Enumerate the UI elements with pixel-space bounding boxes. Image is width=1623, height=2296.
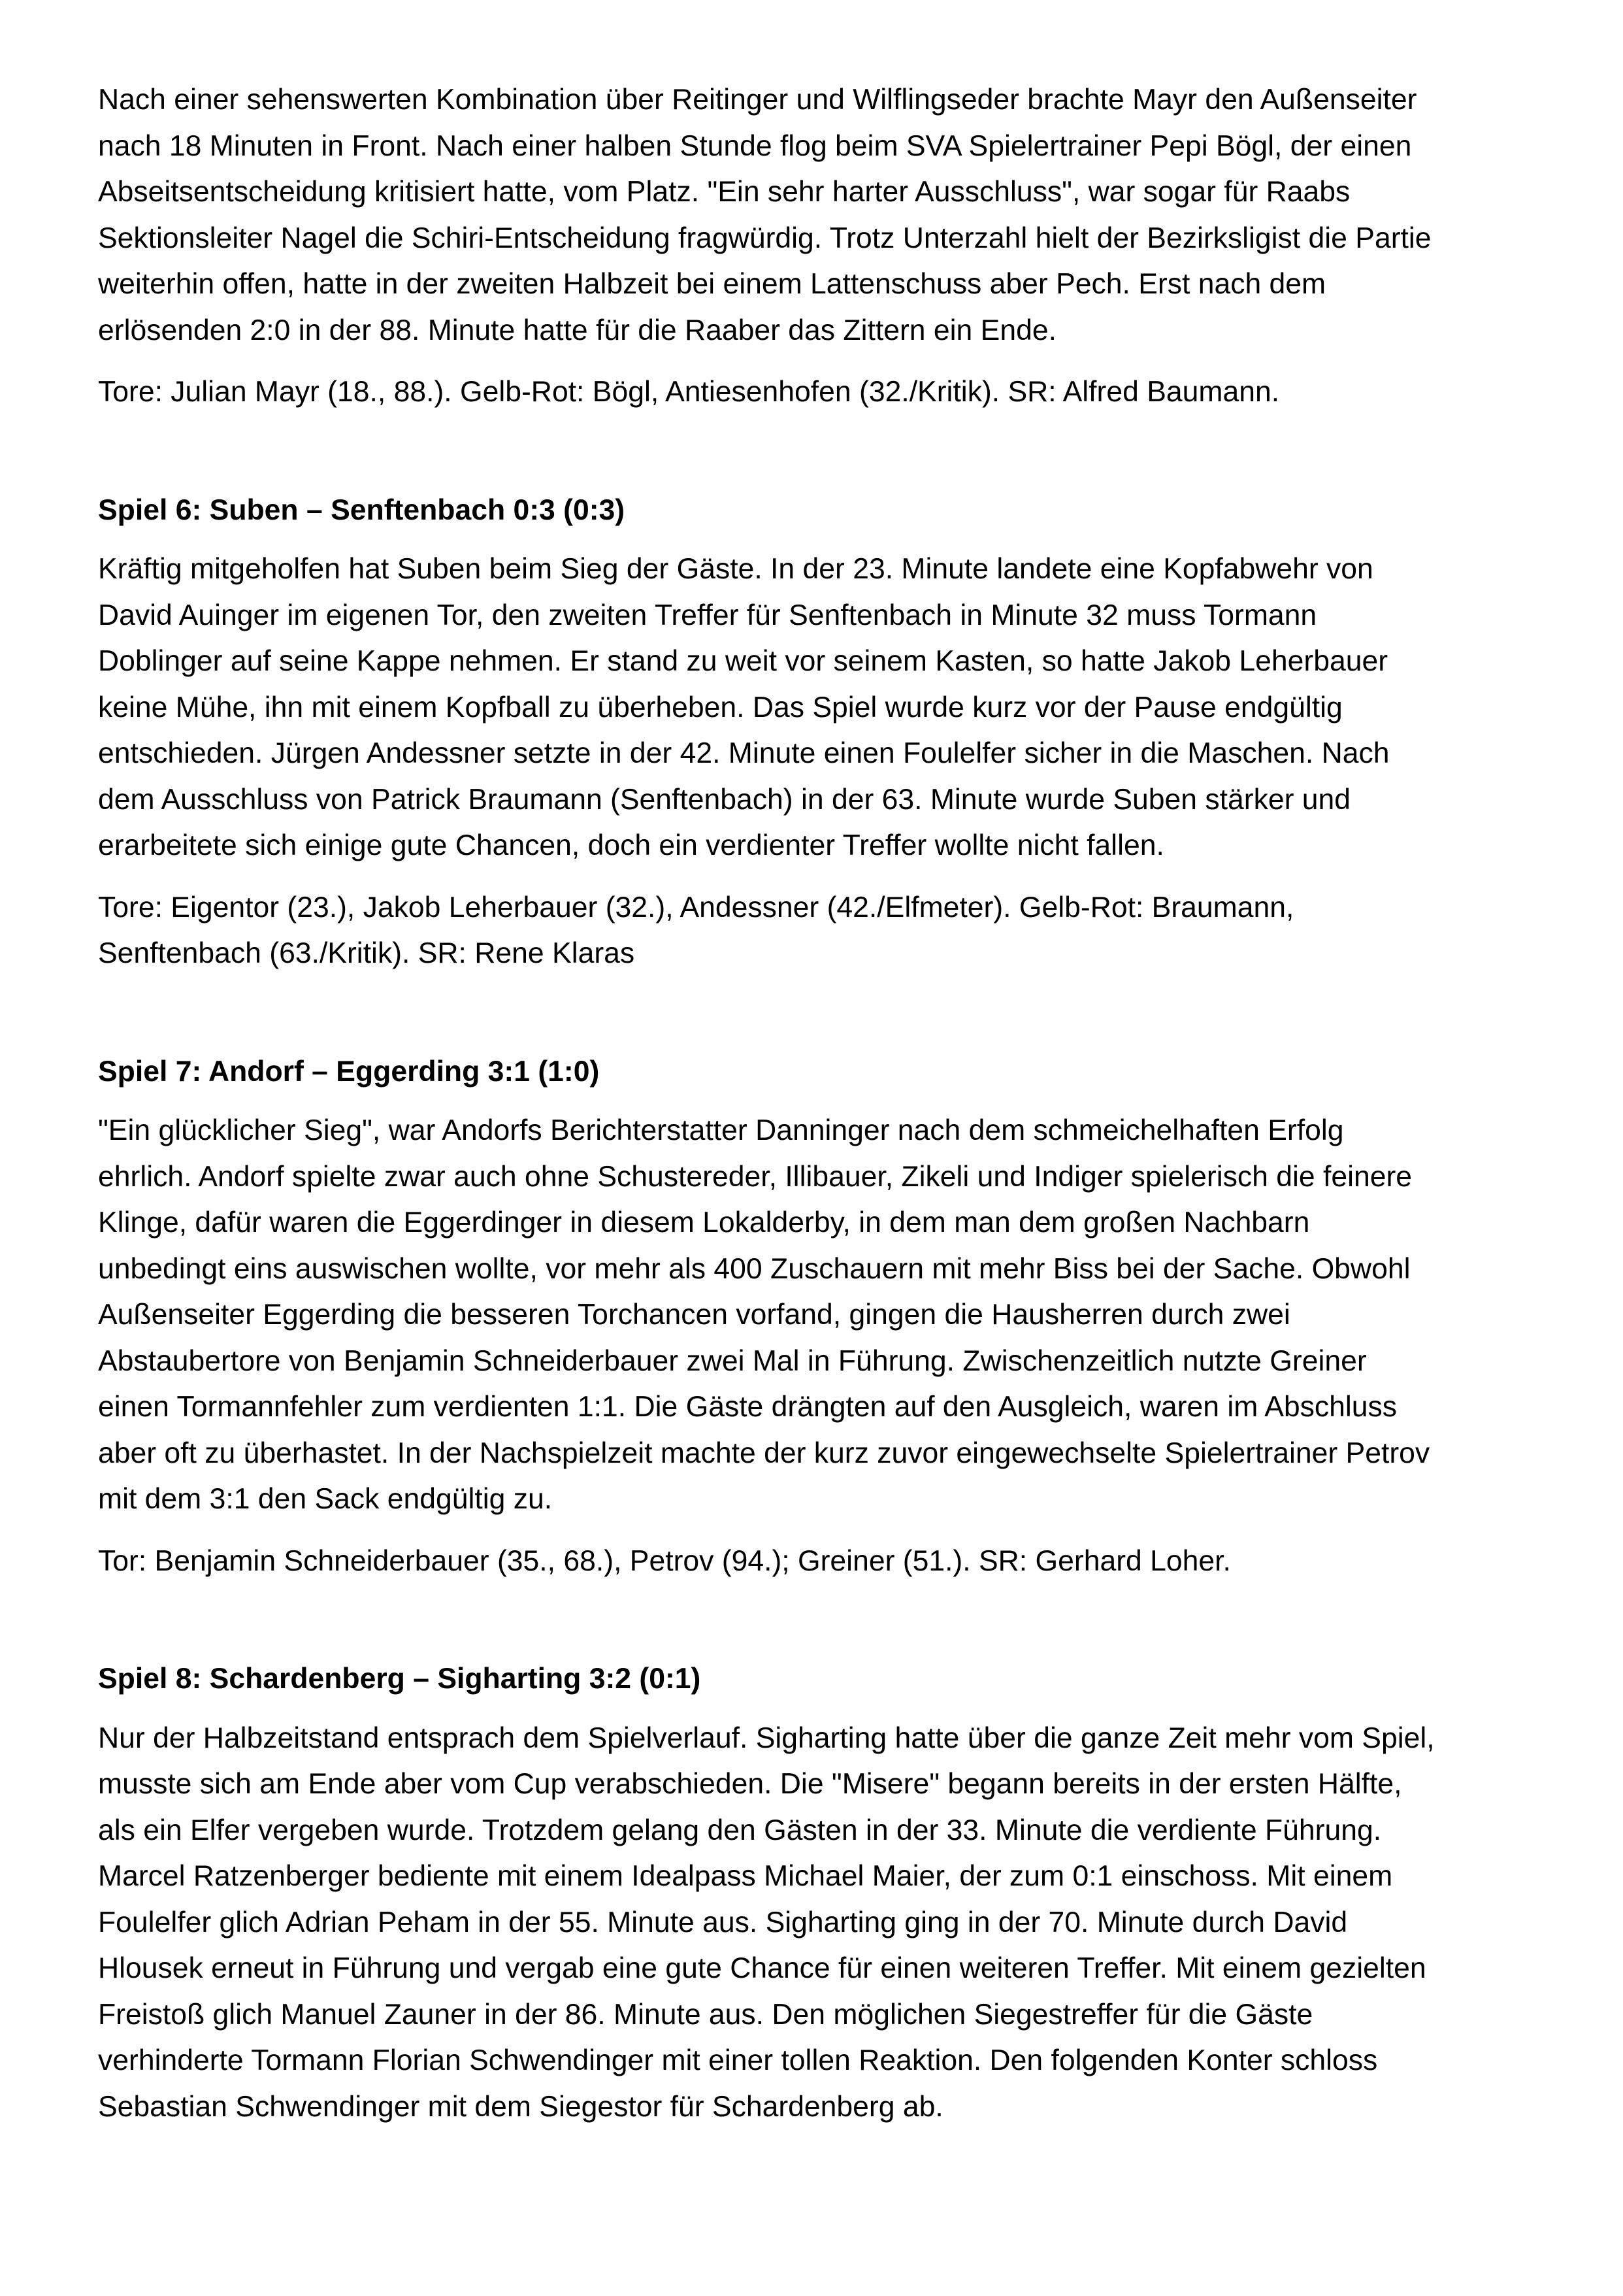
game-report (98, 546, 1542, 869)
text-line: verhinderte Tormann Florian Schwendinger mit einer tollen Reaktion. Den folgenden Konter schloss (98, 2044, 1378, 2076)
text-line: Klinge, dafür waren die Eggerdinger in diesem Lokalderby, in dem man dem großen Nachbarn (98, 1206, 1310, 1239)
text-line: Sebastian Schwendinger mit dem Siegestor für Schardenberg ab. (98, 2090, 943, 2123)
text-line: Kräftig mitgeholfen hat Suben beim Sieg der Gäste. In der 23. Minute landete eine Kopfabwehr von (98, 553, 1373, 585)
text-line: erarbeitete sich einige gute Chancen, doch ein verdienter Treffer wollte nicht fallen. (98, 829, 1164, 861)
text-line: unbedingt eins auswischen wollte, vor mehr als 400 Zuschauern mit mehr Biss bei der Sache. Obwohl (98, 1252, 1411, 1285)
text-line: nach 18 Minuten in Front. Nach einer halben Stunde flog beim SVA Spielertrainer Pepi Bögl, der einen (98, 129, 1412, 162)
text-line: Freistoß glich Manuel Zauner in der 86. Minute aus. Den möglichen Siegestreffer für die Gäste (98, 1998, 1313, 2031)
text-line: David Auinger im eigenen Tor, den zweiten Treffer für Senftenbach in Minute 32 muss Tormann (98, 599, 1317, 631)
text-line: Außenseiter Eggerding die besseren Torchancen vorfand, gingen die Hausherren durch zwei (98, 1299, 1290, 1331)
text-line: als ein Elfer vergeben wurde. Trotzdem gelang den Gästen in der 33. Minute die verdiente Führung. (98, 1814, 1382, 1846)
game-heading: Spiel 7: Andorf – Eggerding 3:1 (1:0) (98, 1055, 600, 1088)
text-line: Sektionsleiter Nagel die Schiri-Entscheidung fragwürdig. Trotz Unterzahl hielt der Bezirksligist die Partie (98, 222, 1432, 254)
intro-summary (98, 369, 1542, 416)
game-summary (98, 1539, 1542, 1585)
text-line: Foulelfer glich Adrian Peham in der 55. Minute aus. Sigharting ging in der 70. Minute durch David (98, 1906, 1348, 1938)
game-heading: Spiel 8: Schardenberg – Sigharting 3:2 (0:1) (98, 1663, 701, 1695)
text-line: Doblinger auf seine Kappe nehmen. Er stand zu weit vor seinem Kasten, so hatte Jakob Leherbauer (98, 645, 1388, 677)
text-line: keine Mühe, ihn mit einem Kopfball zu überheben. Das Spiel wurde kurz vor der Pause endgültig (98, 691, 1343, 724)
text-line: Nur der Halbzeitstand entsprach dem Spielverlauf. Sigharting hatte über die ganze Zeit mehr vom Spiel, (98, 1722, 1435, 1754)
text-line: dem Ausschluss von Patrick Braumann (Senftenbach) in der 63. Minute wurde Suben stärker und (98, 783, 1351, 816)
game-summary (98, 885, 1542, 977)
summary-line: Senftenbach (63./Kritik). SR: Rene Klaras (98, 937, 635, 969)
text-line: Abseitsentscheidung kritisiert hatte, vom Platz. "Ein sehr harter Ausschluss", war sogar für Raabs (98, 176, 1351, 208)
game-report (98, 1108, 1542, 1523)
text-line: ehrlich. Andorf spielte zwar auch ohne Schustereder, Illibauer, Zikeli und Indiger spielerisch die feinere (98, 1160, 1413, 1193)
text-line: weiterhin offen, hatte in der zweiten Halbzeit bei einem Lattenschuss aber Pech. Erst nach dem (98, 268, 1326, 300)
game-heading: Spiel 6: Suben – Senftenbach 0:3 (0:3) (98, 493, 625, 526)
text-line: musste sich am Ende aber vom Cup verabschieden. Die "Misere" begann bereits in der ersten Hälfte, (98, 1768, 1402, 1800)
document-page (98, 77, 1542, 2130)
summary-line: Tore: Eigentor (23.), Jakob Leherbauer (32.), Andessner (42./Elfmeter). Gelb-Rot: Braumann, (98, 891, 1294, 923)
text-line: mit dem 3:1 den Sack endgültig zu. (98, 1483, 553, 1515)
text-line: entschieden. Jürgen Andessner setzte in der 42. Minute einen Foulelfer sicher in die Maschen. Nach (98, 737, 1390, 769)
text-line: "Ein glücklicher Sieg", war Andorfs Berichterstatter Danninger nach dem schmeichelhaften Erfolg (98, 1114, 1344, 1146)
text-line: Hlousek erneut in Führung und vergab eine gute Chance für einen weiteren Treffer. Mit einem gezielten (98, 1952, 1426, 1984)
text-line: erlösenden 2:0 in der 88. Minute hatte für die Raaber das Zittern ein Ende. (98, 314, 1057, 346)
text-line: Abstaubertore von Benjamin Schneiderbauer zwei Mal in Führung. Zwischenzeitlich nutzte Greiner (98, 1344, 1367, 1377)
intro-paragraph (98, 77, 1542, 354)
text-line: aber oft zu überhastet. In der Nachspielzeit machte der kurz zuvor eingewechselte Spielertrainer Petrov (98, 1437, 1430, 1469)
summary-line: Tore: Julian Mayr (18., 88.). Gelb-Rot: Bögl, Antiesenhofen (32./Kritik). SR: Alfred Baumann. (98, 376, 1280, 408)
game-report (98, 1716, 1542, 2131)
text-line: Marcel Ratzenberger bediente mit einem Idealpass Michael Maier, der zum 0:1 einschoss. Mit einem (98, 1860, 1393, 1892)
text-line: Nach einer sehenswerten Kombination über Reitinger und Wilflingseder brachte Mayr den Außenseiter (98, 84, 1417, 116)
summary-line: Tor: Benjamin Schneiderbauer (35., 68.), Petrov (94.); Greiner (51.). SR: Gerhard Loher. (98, 1544, 1231, 1577)
text-line: einen Tormannfehler zum verdienten 1:1. Die Gäste drängten auf den Ausgleich, waren im Abschluss (98, 1391, 1398, 1423)
